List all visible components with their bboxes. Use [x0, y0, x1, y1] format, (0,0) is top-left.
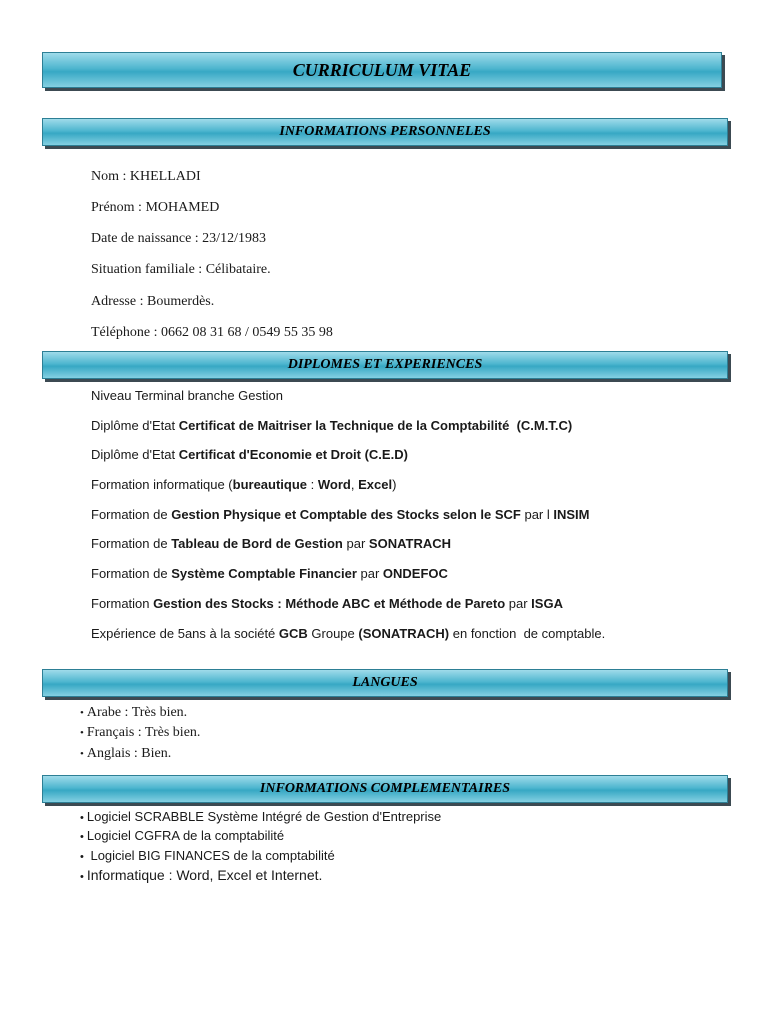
diplome-text: en fonction de comptable. [449, 626, 606, 641]
list-item [80, 725, 200, 741]
diplome-text: Formation de [91, 536, 172, 551]
bullet-icon: • [80, 831, 84, 843]
diplome-text-bold: bureautique [232, 477, 308, 492]
cv-title-banner [42, 52, 722, 88]
section-title-complementaires: INFORMATIONS COMPLEMENTAIRES [259, 781, 511, 796]
list-item [80, 867, 322, 883]
list-item [80, 809, 441, 824]
list-item [80, 705, 187, 721]
section-header-personal [42, 118, 728, 146]
diplome-text-bold: Certificat de Maitriser la Technique de la Comptabilité (C.M.T.C) [178, 418, 573, 433]
diplome-text-bold: ISGA [531, 596, 563, 611]
field-telephone: Téléphone : 0662 08 31 68 / 0549 55 35 98 [91, 325, 333, 340]
list-item [80, 828, 284, 843]
list-item [80, 746, 171, 762]
section-header-diplomes [42, 351, 728, 379]
diplome-text: par [505, 596, 532, 611]
langue-arabe: Arabe : Très bien. [86, 705, 188, 720]
diplome-text-bold: (SONATRACH) [358, 626, 450, 641]
field-prenom: Prénom : MOHAMED [91, 200, 220, 215]
compl-informatique: Informatique : Word, Excel et Internet. [86, 867, 323, 883]
diplome-line [91, 388, 283, 403]
diplome-text-bold: SONATRACH [368, 536, 451, 551]
bullet-icon: • [80, 851, 84, 863]
diplome-text-bold: ONDEFOC [382, 566, 448, 581]
diplome-line [91, 596, 563, 611]
diplome-text: par [356, 566, 383, 581]
diplome-text: Diplôme d'Etat [91, 418, 179, 433]
diplome-text: par [342, 536, 369, 551]
bullet-icon: • [80, 707, 84, 719]
diplome-text: ) [392, 477, 397, 492]
diplome-line [91, 566, 448, 581]
compl-scrabble: Logiciel SCRABBLE Système Intégré de Gestion d'Entreprise [86, 809, 442, 824]
section-title-diplomes: DIPLOMES ET EXPERIENCES [287, 357, 483, 372]
diplome-text: Niveau Terminal branche Gestion [91, 388, 283, 403]
diplome-text: Formation de [91, 566, 172, 581]
diplome-text-bold: Certificat d'Economie et Droit (C.E.D) [178, 447, 408, 462]
diplome-line [91, 626, 605, 641]
diplome-text-bold: Gestion Physique et Comptable des Stocks selon le SCF [171, 507, 521, 522]
diplome-text: par l [520, 507, 554, 522]
diplome-text: , [350, 477, 359, 492]
diplome-text: Formation [91, 596, 154, 611]
diplome-text-bold: Gestion des Stocks : Méthode ABC et Méthode de Pareto [153, 596, 506, 611]
diplome-text: Formation de [91, 507, 172, 522]
diplome-text-bold: INSIM [553, 507, 590, 522]
diplome-text: Diplôme d'Etat [91, 447, 179, 462]
langue-anglais: Anglais : Bien. [86, 746, 172, 761]
diplome-text-bold: Tableau de Bord de Gestion [171, 536, 343, 551]
field-nom: Nom : KHELLADI [91, 169, 201, 184]
diplome-text: Groupe [307, 626, 359, 641]
compl-cgfra: Logiciel CGFRA de la comptabilité [86, 828, 285, 843]
diplome-line [91, 447, 408, 462]
diplome-text: Formation informatique ( [91, 477, 233, 492]
bullet-icon: • [80, 812, 84, 824]
field-situation-familiale: Situation familiale : Célibataire. [91, 262, 271, 277]
diplome-text-bold: Système Comptable Financier [171, 566, 357, 581]
langue-francais: Français : Très bien. [86, 725, 201, 740]
section-header-langues [42, 669, 728, 697]
diplome-text: Expérience de 5ans à la société [91, 626, 279, 641]
diplome-line [91, 418, 572, 433]
bullet-icon: • [80, 871, 84, 883]
list-item [80, 848, 335, 863]
diplome-text: : [307, 477, 318, 492]
field-adresse: Adresse : Boumerdès. [91, 294, 215, 309]
diplome-line [91, 507, 590, 522]
field-date-naissance: Date de naissance : 23/12/1983 [91, 231, 266, 246]
section-header-complementaires [42, 775, 728, 803]
section-title-personal: INFORMATIONS PERSONNELES [279, 124, 491, 139]
diplome-text-bold: Word [317, 477, 351, 492]
compl-big-finances: Logiciel BIG FINANCES de la comptabilité [86, 848, 335, 863]
diplome-line [91, 477, 396, 492]
diplome-text-bold: Excel [358, 477, 393, 492]
section-title-langues: LANGUES [352, 675, 418, 690]
diplome-text-bold: GCB [278, 626, 308, 641]
bullet-icon: • [80, 727, 84, 739]
cv-title: CURRICULUM VITAE [292, 60, 472, 80]
bullet-icon: • [80, 748, 84, 760]
diplome-line [91, 536, 451, 551]
